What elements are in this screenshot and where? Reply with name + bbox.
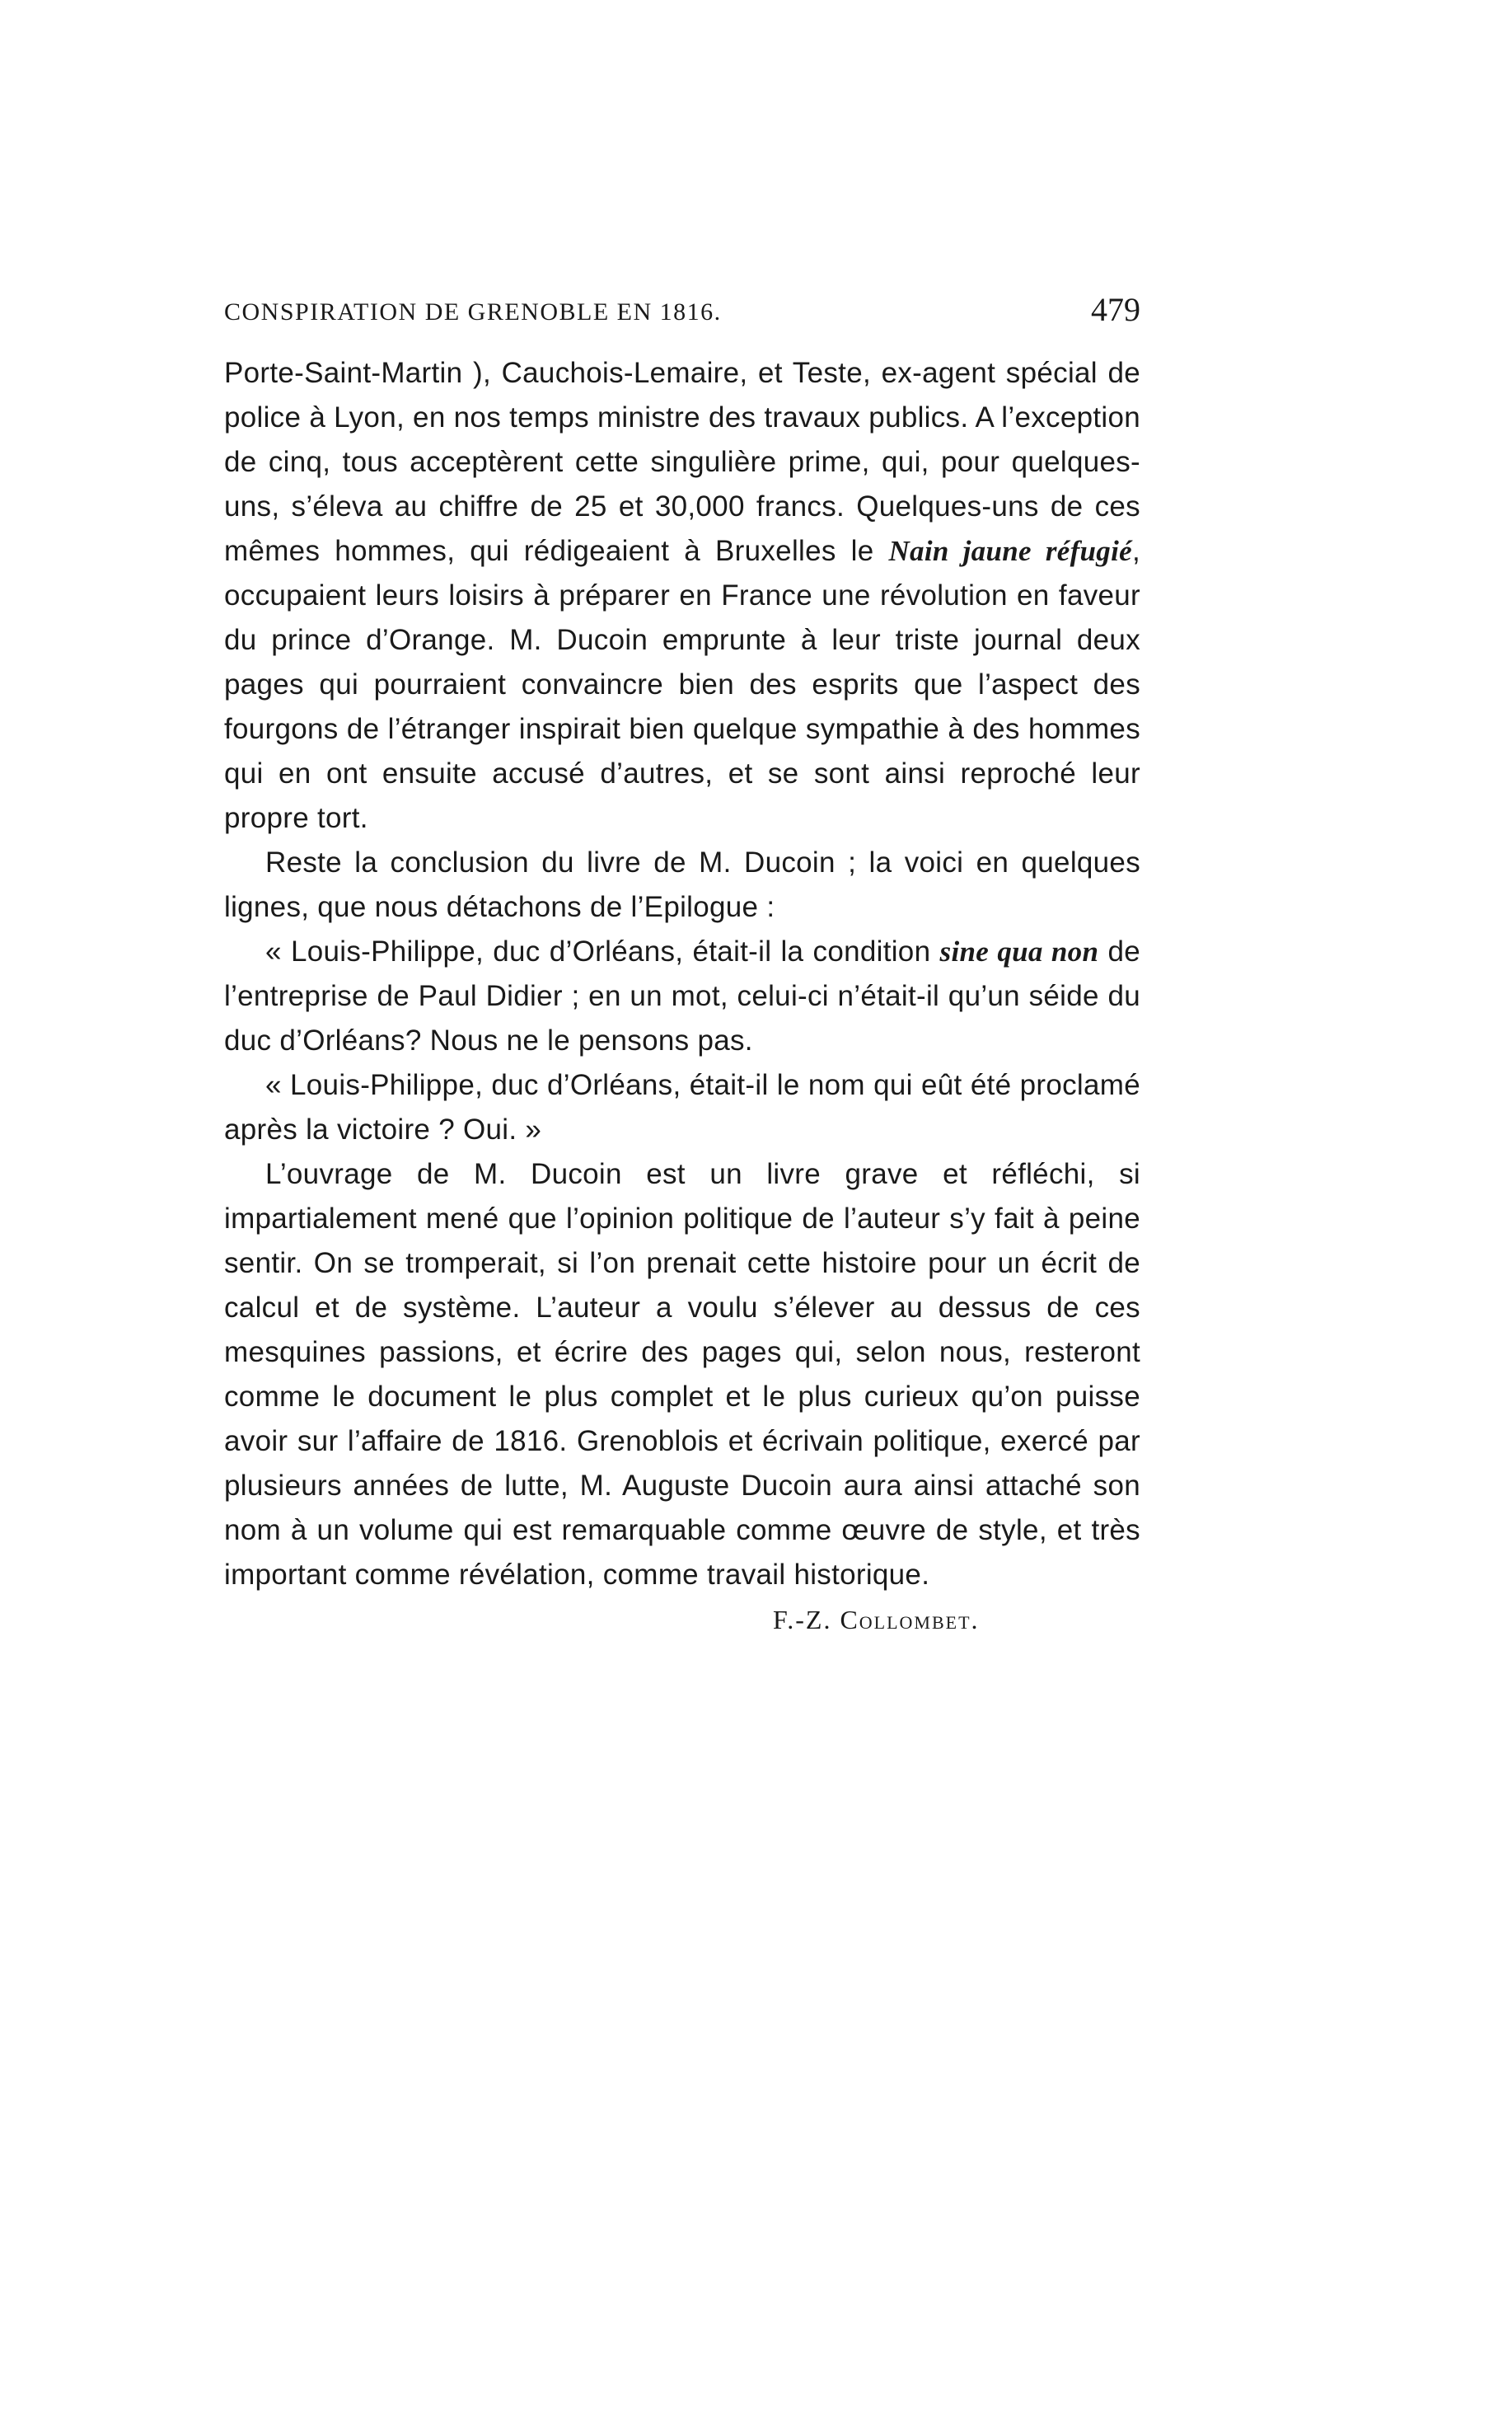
author-initials: F.-Z. — [773, 1605, 840, 1634]
quote-paragraph-2: « Louis-Philippe, duc d’Orléans, était-il le nom qui eût été proclamé après la victoire ? Oui. » — [224, 1069, 1140, 1146]
running-title: CONSPIRATION DE GRENOBLE EN 1816. — [224, 298, 722, 326]
latin-phrase: sine qua non — [939, 935, 1099, 968]
paragraph-1-text-b: , occupaient leurs loisirs à préparer en France une révolution en faveur du prince d’Orange. M. Ducoin emprunte à leur triste journal deux pages qui pourraient convaincre bien des esprits que l’aspect des fourgons de l’étranger inspirait bien quelque sympathie à des hommes qui en ont ensuite accusé d’autres, et se sont ainsi reproché leur propre tort. — [224, 535, 1140, 834]
paragraph-5: L’ouvrage de M. Ducoin est un livre grave et réfléchi, si impartialement mené que l’opinion politique de l’auteur s’y fait à peine sentir. On se tromperait, si l’on prenait cette histoire pour un écrit de calcul et de système. L’auteur a voulu s’élever au dessus de ces mesquines passions, et écrire des pages qui, selon nous, resteront comme le document le plus complet et le plus curieux qu’on puisse avoir sur l’affaire de 1816. Grenoblois et écrivain politique, exercé par plusieurs années de lutte, M. Auguste Ducoin aura ainsi attaché son nom à un volume qui est remarquable comme œuvre de style, et très important comme révélation, comme travail historique. — [224, 1158, 1140, 1591]
page-header — [224, 290, 1140, 348]
paragraph-1-text-a: Porte-Saint-Martin ), Cauchois-Lemaire, et Teste, ex-agent spécial de police à Lyon, en nos temps ministre des travaux publics. A l’exception de cinq, tous acceptèrent cette singulière prime, qui, pour quelques-uns, s’éleva au chiffre de 25 et 30,000 francs. Quelques-uns de ces mêmes hommes, qui rédigeaient à Bruxelles le — [224, 357, 1140, 567]
quote-1-text-b: de l’entreprise de Paul Didier ; en un mot, celui-ci n’était-il qu’un séide du duc d’Orléans? Nous ne le pensons pas. — [224, 935, 1140, 1057]
body-text — [224, 351, 1140, 1642]
newspaper-title: Nain jaune réfugié — [888, 535, 1132, 567]
author-signature — [224, 1597, 1140, 1642]
quote-1-text-a: « Louis-Philippe, duc d’Orléans, était-il la condition — [265, 935, 940, 968]
paragraph-2: Reste la conclusion du livre de M. Ducoin ; la voici en quelques lignes, que nous détachons de l’Epilogue : — [224, 846, 1140, 923]
author-surname: Collombet. — [840, 1605, 980, 1634]
quote-paragraph-1 — [224, 930, 1140, 1063]
paragraph-1 — [224, 351, 1140, 841]
page-number: 479 — [1091, 291, 1140, 328]
